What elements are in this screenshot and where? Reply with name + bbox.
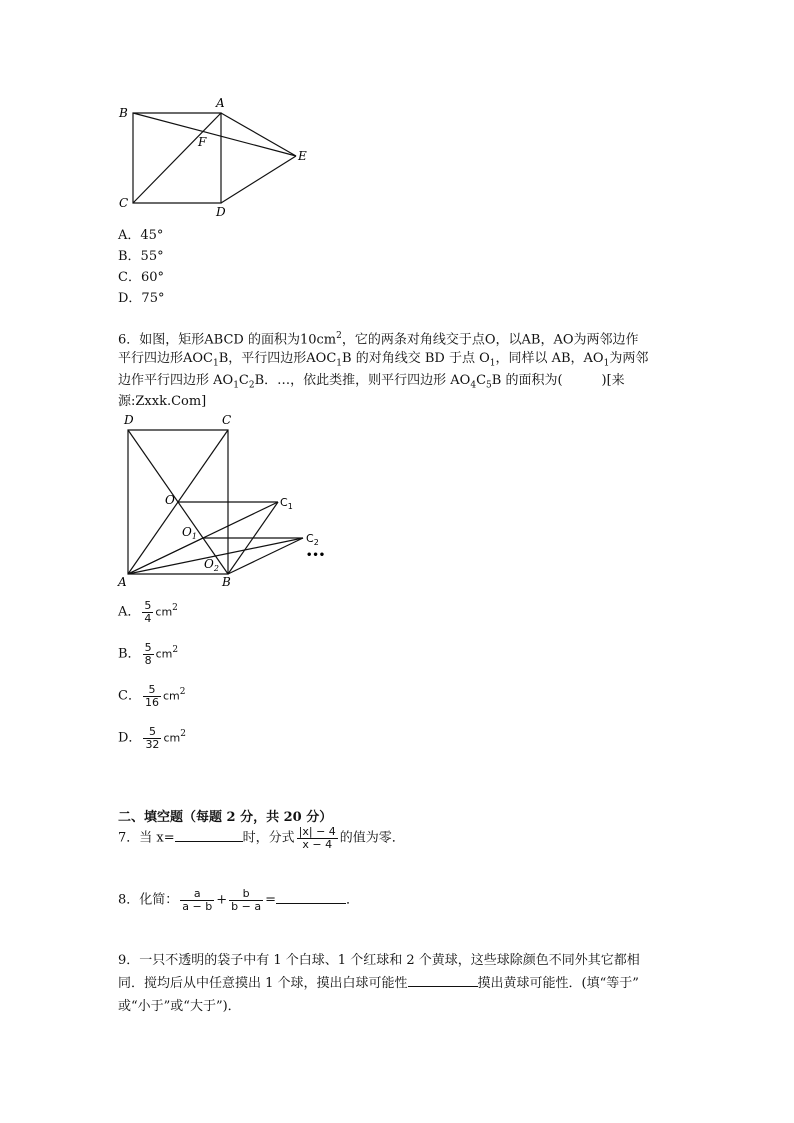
label-D: D: [216, 205, 226, 219]
q5-option-b: B．55°: [118, 249, 164, 264]
label-C: C: [119, 196, 129, 210]
q7-line: 7．当 x= 时，分式 $\frac{|x| - 4}{x - 4}$ 的值为零．: [118, 825, 405, 851]
label-O: O: [165, 493, 175, 507]
q8-line: 8．化简： $\frac{a}{a - b}$ + $\frac{b}{b - a}$ = ．: [118, 887, 359, 913]
q6-option-b: B． $\frac{5}{8}$ $cm^2$: [118, 641, 179, 667]
label-O1: $O_1$: [182, 525, 197, 541]
q6-line-4: 源:Zxxk.Com]: [118, 394, 207, 409]
q6-option-d: D． $\frac{5}{32}$ $cm^2$: [118, 725, 186, 751]
q6-line-1: 6．如图，矩形ABCD 的面积为$10cm^2$，它的两条对角线交于点O，以AB，AO为两邻边作: [118, 331, 639, 348]
label-C2: $C_2$: [306, 532, 319, 547]
q6-option-a: A． $\frac{5}{4}$ $cm^2$: [118, 599, 178, 625]
label-C: C: [222, 413, 232, 427]
label-B: B: [119, 106, 128, 120]
q9-line-3: 或“小于”或“大于”)．: [118, 999, 241, 1014]
q6-line-3: 边作平行四边形 $AO_1C_2B$．…，依此类推，则平行四边形 $AO_4C_5B$ 的面积为( )[来: [118, 373, 625, 391]
label-A: A: [118, 575, 127, 589]
section-title-fill-in: 二、填空题（每题 2 分，共 20 分）: [118, 810, 333, 825]
q6-line-2: 平行四边形$AOC_1B$，平行四边形$AOC_1B$ 的对角线交 BD 于点 $O_1$，同样以 AB，$AO_1$为两邻: [118, 351, 649, 369]
label-B: B: [222, 575, 231, 589]
q7-answer-blank[interactable]: [175, 840, 243, 842]
q5-option-a: A．45°: [118, 228, 164, 243]
q8-answer-blank[interactable]: [276, 902, 346, 904]
q9-line-1: 9．一只不透明的袋子中有 1 个白球、1 个红球和 2 个黄球，这些球除颜色不同外其它都相: [118, 953, 640, 968]
q5-option-d: D．75°: [118, 291, 165, 306]
q9-line-2: 同．搅均后从中任意摸出 1 个球，摸出白球可能性 摸出黄球可能性．(填“等于”: [118, 976, 639, 991]
figure-square-triangle: [110, 95, 325, 220]
q6-option-c: C． $\frac{5}{16}$ $cm^2$: [118, 683, 186, 709]
label-F: F: [198, 135, 207, 149]
label-C1: $C_1$: [280, 496, 293, 511]
q9-answer-blank[interactable]: [408, 985, 478, 987]
figure-rectangle-parallelograms: [110, 410, 340, 590]
label-E: E: [298, 149, 307, 163]
label-A: A: [216, 96, 225, 110]
label-dots: •••: [306, 550, 326, 561]
q5-option-c: C．60°: [118, 270, 164, 285]
label-O2: $O_2$: [204, 557, 219, 573]
label-D: D: [124, 413, 134, 427]
